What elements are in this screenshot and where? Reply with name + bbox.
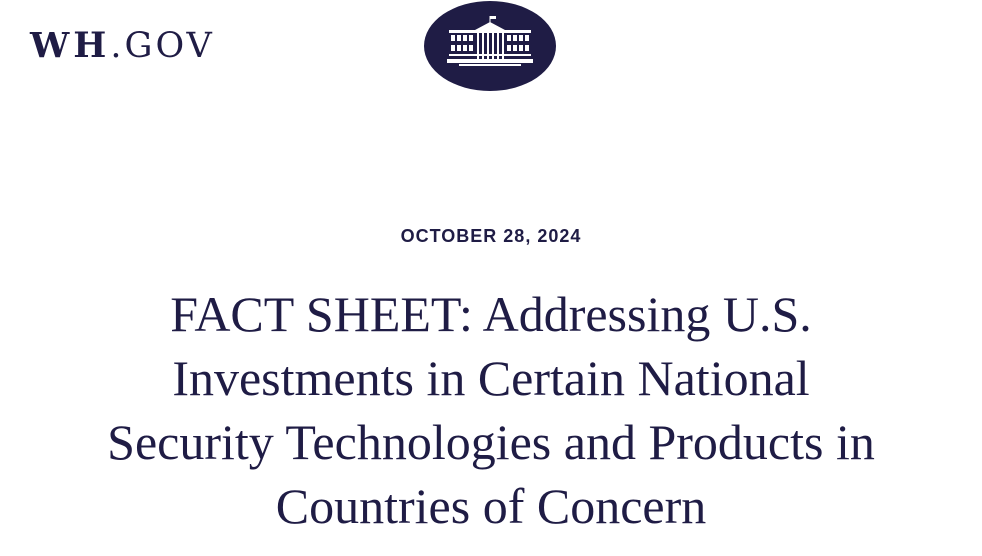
publish-date: OCTOBER 28, 2024 — [400, 226, 582, 246]
logo-text-bold: WH — [30, 25, 111, 66]
logo-text-domain: .GOV — [110, 26, 215, 66]
title-line: Security Technologies and Products in — [107, 414, 875, 470]
page-title — [20, 282, 962, 538]
site-logo-link[interactable] — [30, 24, 215, 68]
title-line: Countries of Concern — [275, 478, 707, 534]
site-header — [0, 0, 982, 110]
white-house-icon[interactable] — [423, 0, 557, 92]
title-line: Investments in Certain National — [172, 350, 810, 406]
title-line: FACT SHEET: Addressing U.S. — [170, 286, 812, 342]
